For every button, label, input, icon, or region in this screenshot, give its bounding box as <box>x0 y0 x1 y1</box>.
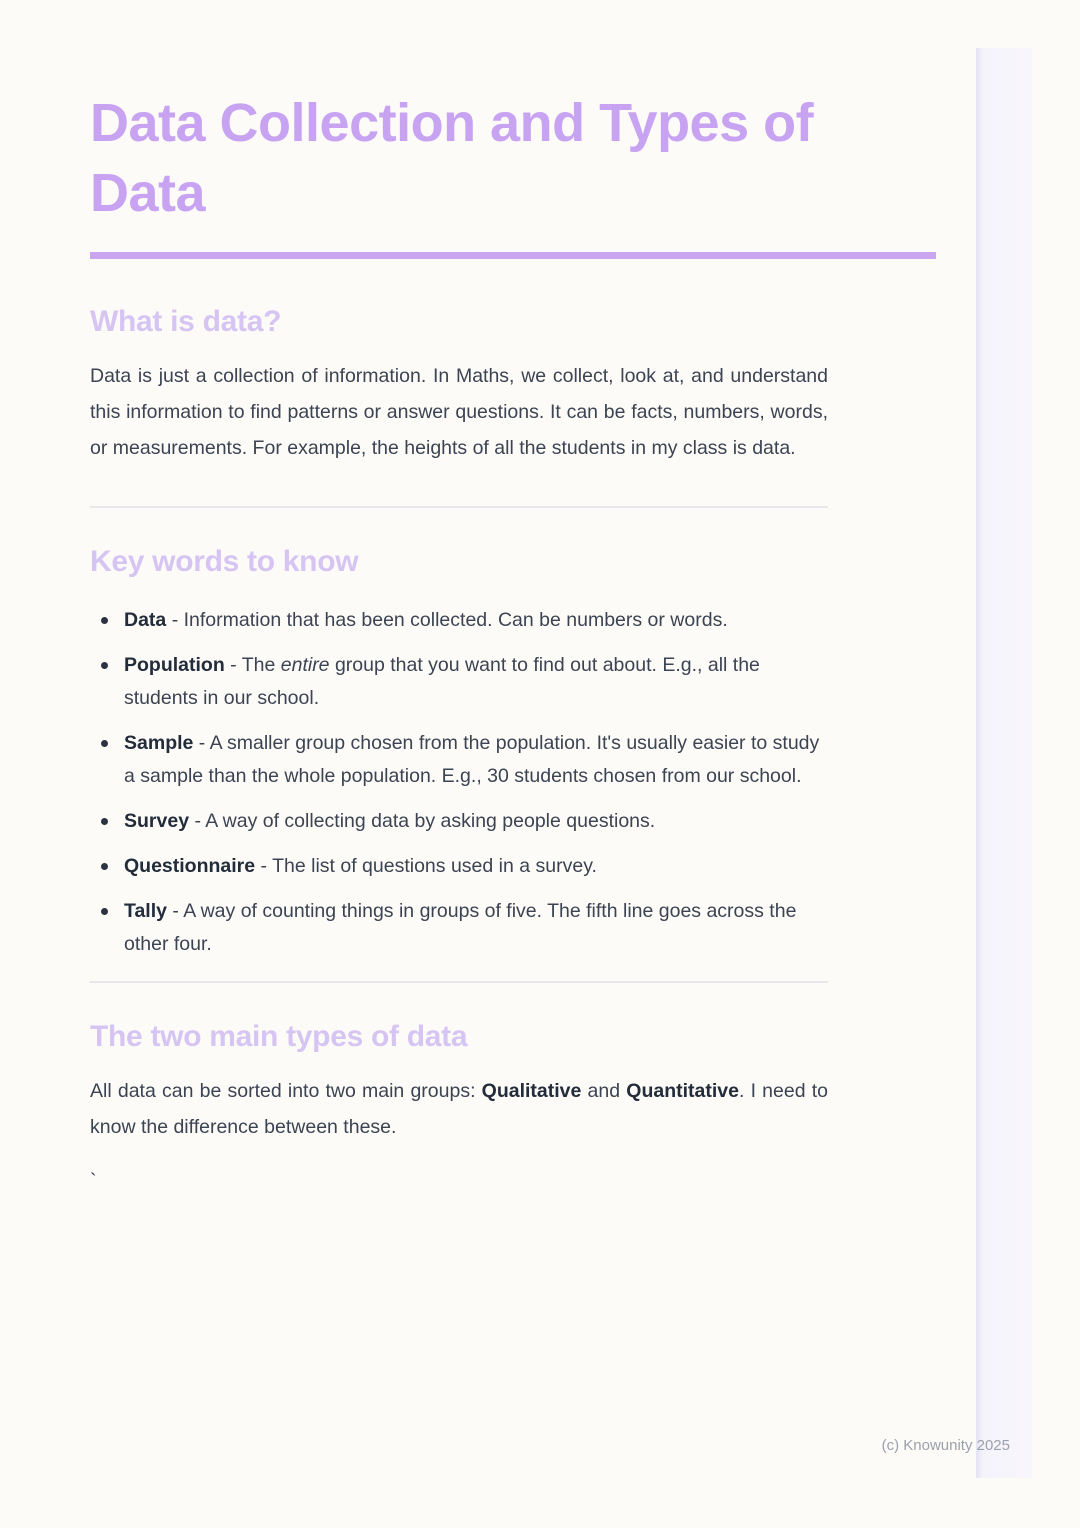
term-data: Data <box>124 609 167 631</box>
section-heading-two-types: The two main types of data <box>90 1020 468 1053</box>
term-sample: Sample <box>124 732 194 754</box>
section-divider <box>90 506 828 508</box>
page-title-line1: Data Collection and Types of <box>90 93 814 153</box>
term-survey-desc: - A way of collecting data by asking people questions. <box>189 810 656 832</box>
term-data-desc: - Information that has been collected. Can be numbers or words. <box>166 609 728 631</box>
term-survey: Survey <box>124 810 190 832</box>
term-population-desc-post: group that you want to find out about. E.g., all the students in our school. <box>124 654 760 709</box>
two-types-bold-quantitative: Quantitative <box>626 1080 739 1102</box>
term-questionnaire: Questionnaire <box>124 855 256 877</box>
list-item-sample <box>90 727 828 793</box>
page-edge-strip <box>976 48 1032 1478</box>
two-types-text-pre: All data can be sorted into two main groups: <box>90 1080 482 1102</box>
paragraph-what-is-data: Data is just a collection of information. In Maths, we collect, look at, and understand this information to find patterns or answer questions. It can be facts, numbers, words, or measurements. For example, the heights of all the students in my class is data. <box>90 365 828 459</box>
stray-backtick-character: ` <box>90 1170 97 1192</box>
term-tally: Tally <box>124 900 167 922</box>
list-item-population <box>90 649 828 715</box>
term-questionnaire-desc: - The list of questions used in a survey. <box>255 855 597 877</box>
two-types-text-mid: and <box>581 1080 627 1102</box>
term-tally-desc: - A way of counting things in groups of five. The fifth line goes across the other four. <box>124 900 797 955</box>
list-item-questionnaire <box>90 850 828 883</box>
term-population-desc: - The <box>224 654 281 676</box>
term-sample-desc: - A smaller group chosen from the population. It's usually easier to study a sample than the whole population. E.g., 30 students chosen from our school. <box>124 732 820 787</box>
list-item-survey <box>90 805 828 838</box>
copyright-notice: (c) Knowunity 2025 <box>881 1437 1010 1454</box>
two-types-text-post: . I need to know the difference between these. <box>90 1080 828 1138</box>
list-item-data <box>90 604 828 637</box>
term-population-italic: entire <box>280 654 330 676</box>
term-population: Population <box>124 654 225 676</box>
list-item-tally <box>90 895 828 961</box>
paragraph-two-types <box>90 1073 828 1145</box>
section-divider <box>90 981 828 983</box>
title-underline-rule <box>90 252 936 259</box>
key-words-list <box>90 604 828 961</box>
two-types-bold-qualitative: Qualitative <box>481 1080 582 1102</box>
page-title-line2: Data <box>90 163 206 223</box>
document-content <box>90 0 936 1198</box>
page-title <box>90 88 936 228</box>
section-heading-what-is-data: What is data? <box>90 305 282 338</box>
section-heading-key-words: Key words to know <box>90 545 359 578</box>
